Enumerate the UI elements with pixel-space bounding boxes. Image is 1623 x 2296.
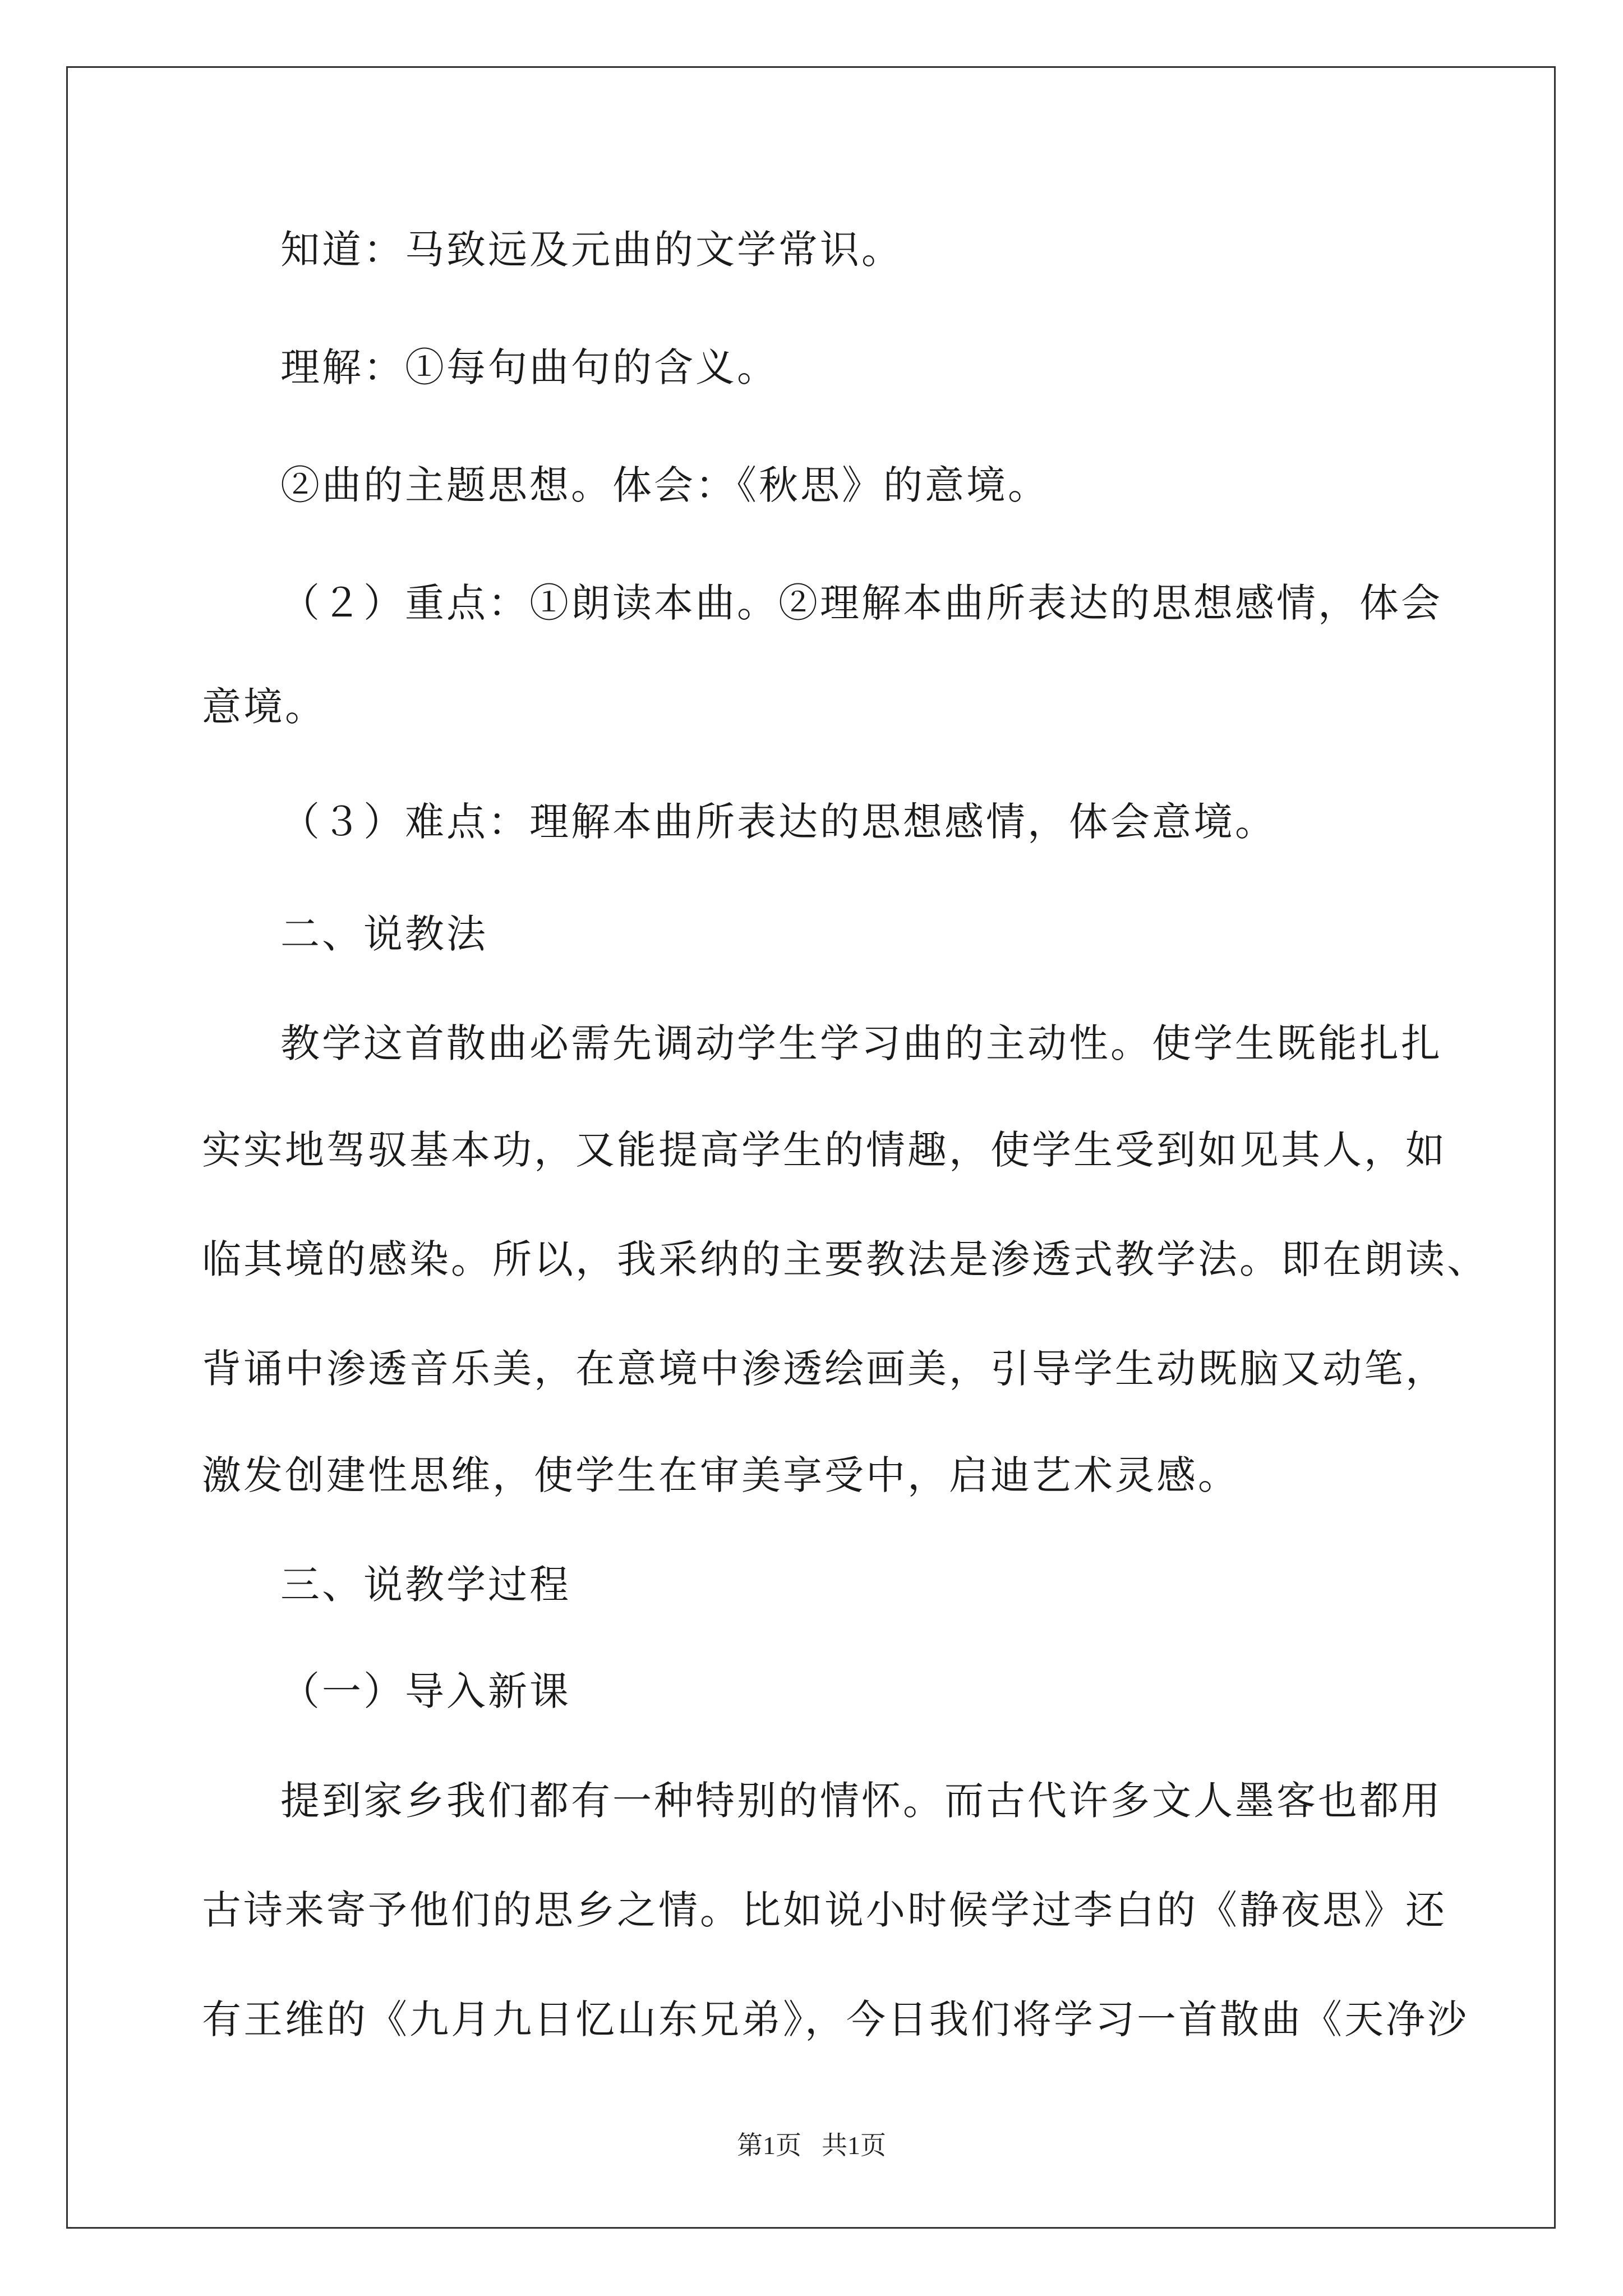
text-line: 实实地驾驭基本功，又能提高学生的情趣，使学生受到如见其人，如 bbox=[202, 1127, 1447, 1173]
page-number-total: 共1页 bbox=[822, 2131, 886, 2160]
text-line: （３）难点：理解本曲所表达的思想感情，体会意境。 bbox=[280, 799, 1276, 845]
page-footer bbox=[0, 2129, 1623, 2162]
text-line: 提到家乡我们都有一种特别的情怀。而古代许多文人墨客也都用 bbox=[280, 1778, 1442, 1824]
text-line: ②曲的主题思想。体会：《秋思》的意境。 bbox=[280, 462, 1049, 508]
text-line: 背诵中渗透音乐美，在意境中渗透绘画美，引导学生动既脑又动笔， bbox=[202, 1346, 1447, 1392]
text-line: 教学这首散曲必需先调动学生学习曲的主动性。使学生既能扎扎 bbox=[280, 1020, 1442, 1066]
text-line: 知道：马致远及元曲的文学常识。 bbox=[280, 227, 903, 273]
text-line: （２）重点：①朗读本曲。②理解本曲所表达的思想感情，体会 bbox=[280, 580, 1442, 626]
section-heading: 三、说教学过程 bbox=[280, 1562, 571, 1608]
text-line: 意境。 bbox=[202, 684, 326, 730]
text-line: 有王维的《九月九日忆山东兄弟》，今日我们将学习一首散曲《天净沙 bbox=[202, 1996, 1469, 2042]
section-heading: 二、说教法 bbox=[280, 911, 488, 957]
page-number-current: 第1页 bbox=[737, 2131, 801, 2160]
text-line: 临其境的感染。所以，我采纳的主要教法是渗透式教学法。即在朗读、 bbox=[202, 1236, 1488, 1282]
text-line: 激发创建性思维，使学生在审美享受中，启迪艺术灵感。 bbox=[202, 1452, 1239, 1498]
text-line: 古诗来寄予他们的思乡之情。比如说小时候学过李白的《静夜思》还 bbox=[202, 1887, 1447, 1933]
text-line: 理解：①每句曲句的含义。 bbox=[280, 344, 778, 390]
subsection-heading: （一）导入新课 bbox=[280, 1668, 571, 1714]
